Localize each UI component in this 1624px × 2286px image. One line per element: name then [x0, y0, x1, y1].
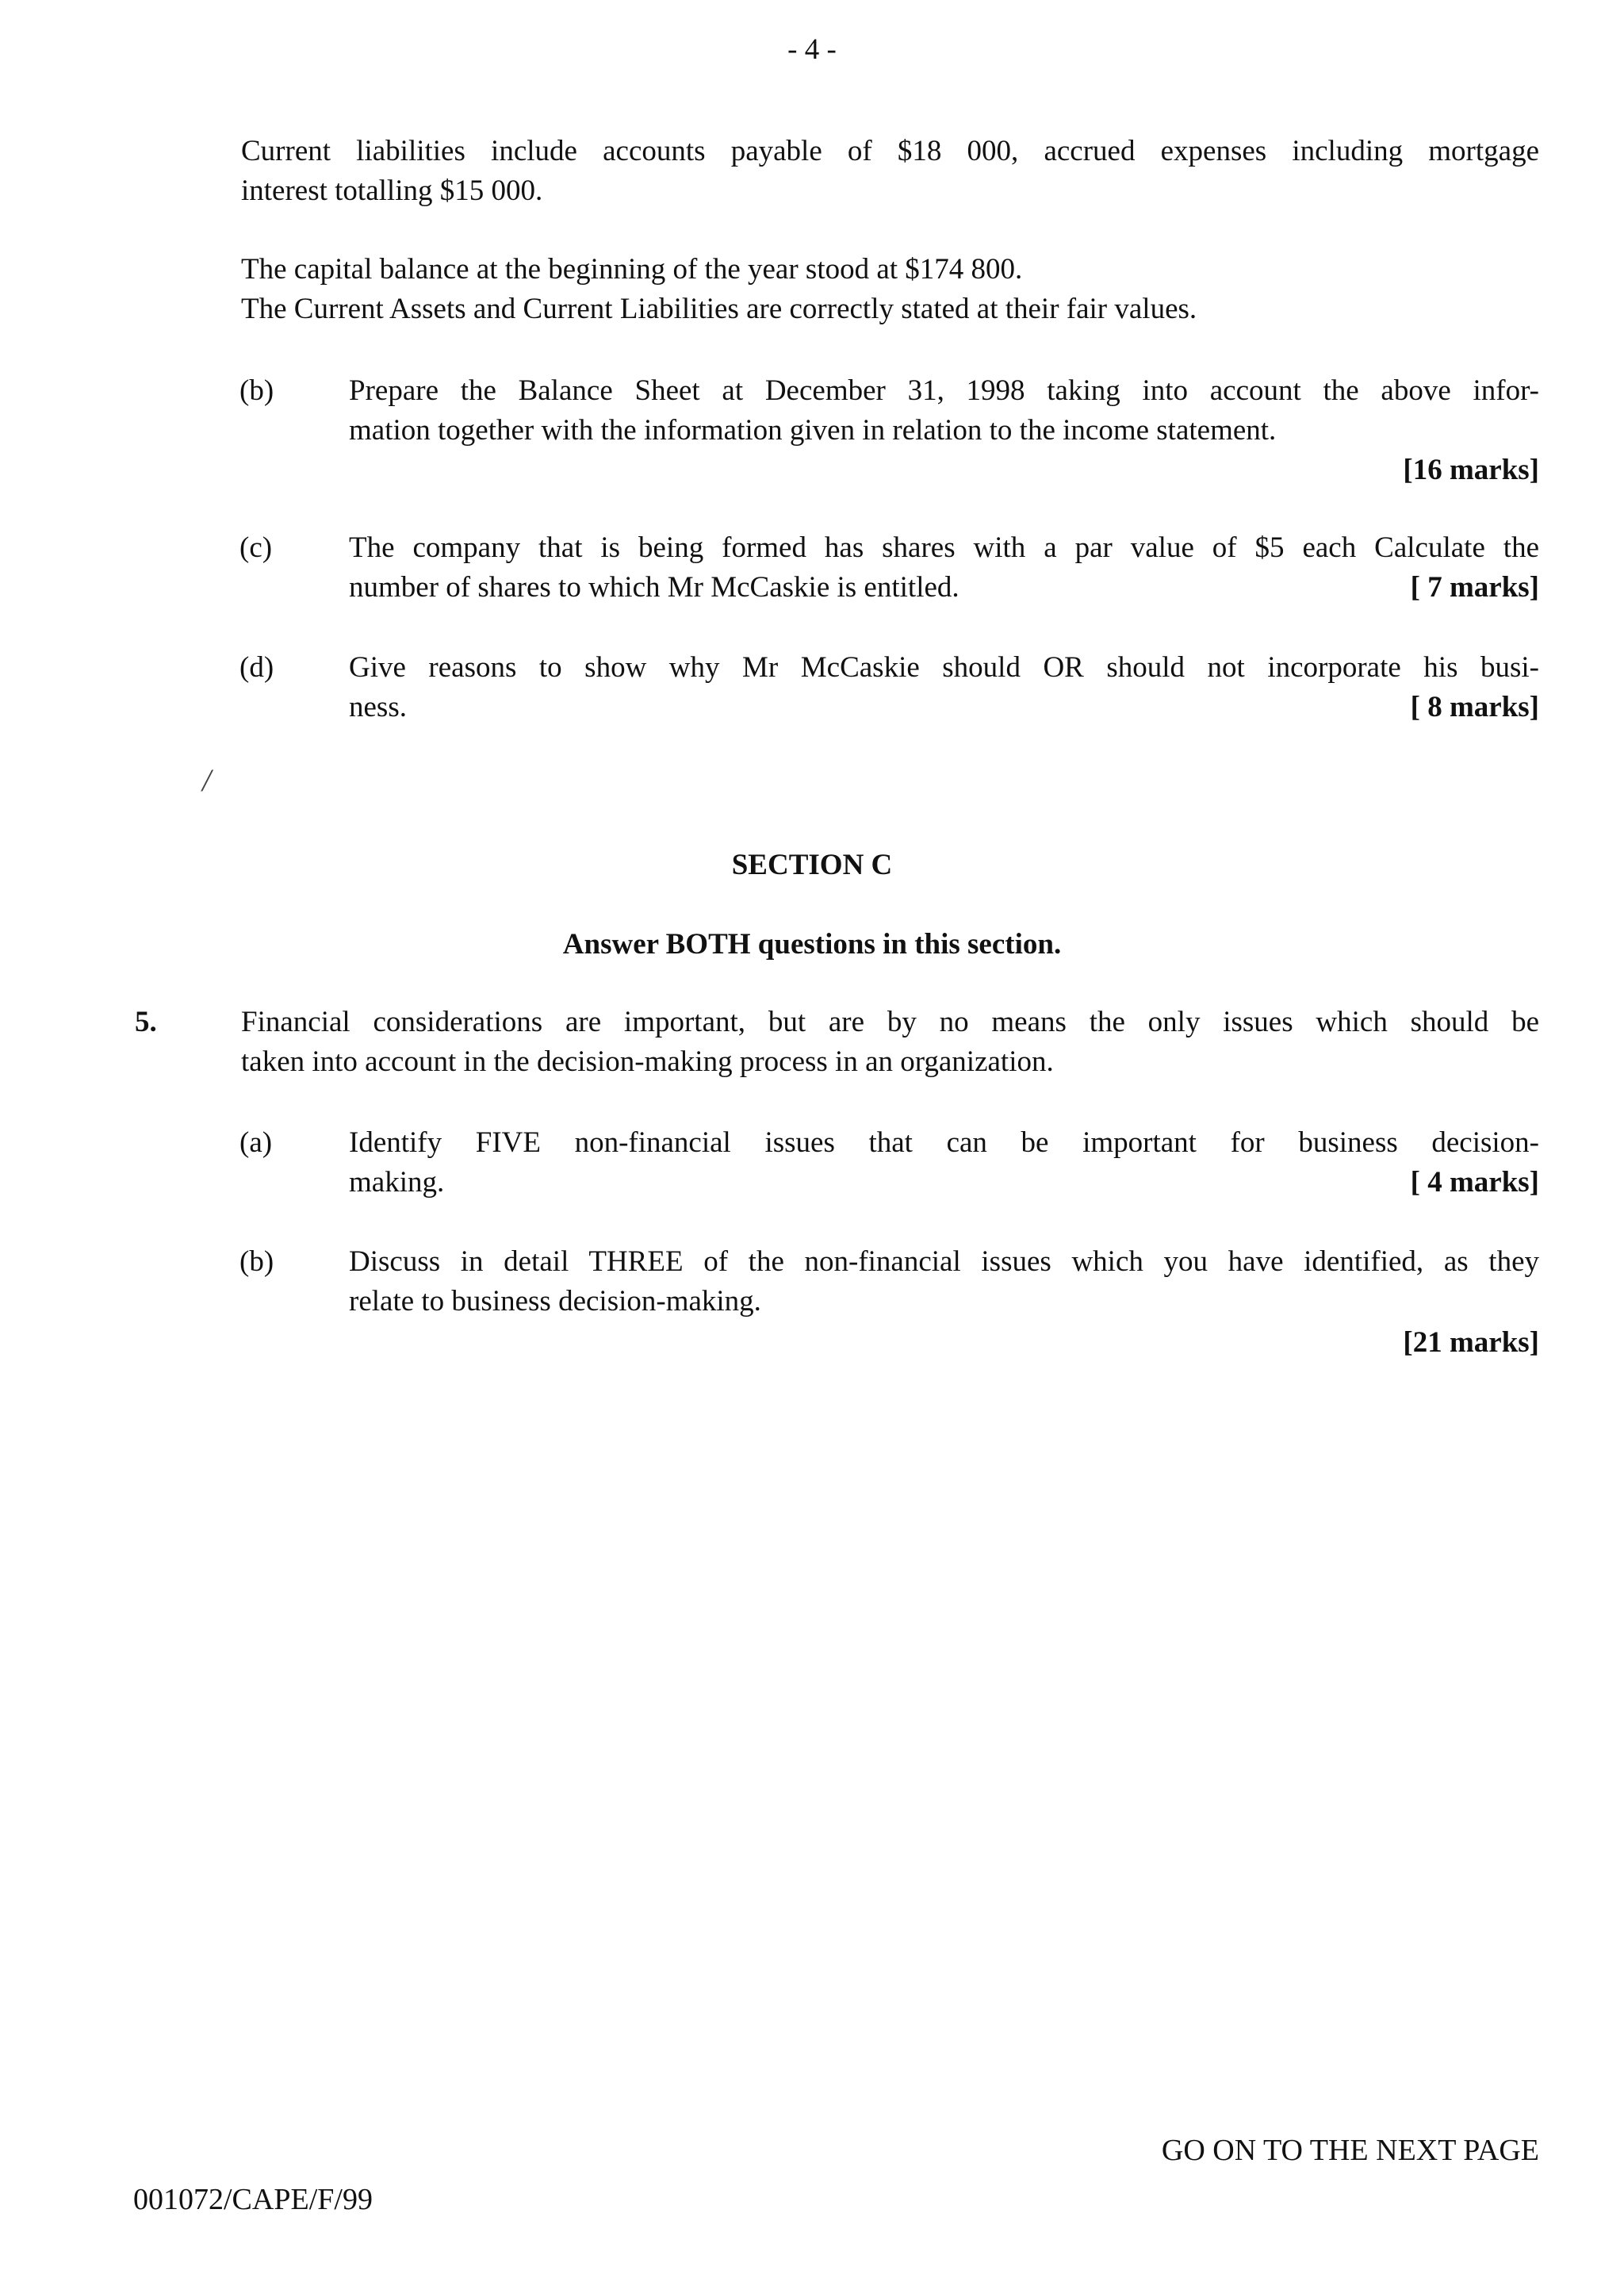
q5-part-b-line-2: relate to business decision-making. — [349, 1285, 761, 1318]
intro-line-1: Current liabilities include accounts payable of $18 000, accrued expenses including mortgage — [241, 135, 1539, 167]
part-d-line-1: Give reasons to show why Mr McCaskie should OR should not incorporate his busi- — [349, 651, 1539, 684]
part-c-label: (c) — [239, 531, 273, 564]
q5-part-a-label: (a) — [239, 1126, 273, 1159]
paper-code: 001072/CAPE/F/99 — [133, 2183, 373, 2216]
section-title: SECTION C — [731, 849, 893, 881]
part-b-line-2: mation together with the information given in relation to the income statement. — [349, 414, 1277, 447]
part-c-line-1: The company that is being formed has shares with a par value of $5 each Calculate the — [349, 531, 1539, 564]
part-b-marks: [16 marks] — [1403, 454, 1539, 486]
question-5-line-1: Financial considerations are important, but are by no means the only issues which should be — [241, 1006, 1539, 1038]
q5-part-b-marks: [21 marks] — [1403, 1326, 1539, 1359]
q5-part-b-line-1: Discuss in detail THREE of the non-financial issues which you have identified, as they — [349, 1245, 1539, 1278]
part-c-line-2: number of shares to which Mr McCaskie is entitled. — [349, 571, 959, 604]
page-number: - 4 - — [787, 33, 837, 66]
part-c-marks: [ 7 marks] — [1410, 571, 1539, 604]
part-d-label: (d) — [239, 651, 274, 684]
q5-part-a-line-2: making. — [349, 1166, 445, 1199]
part-b-label: (b) — [239, 374, 274, 407]
intro-line-4: The Current Assets and Current Liabilities are correctly stated at their fair values. — [241, 293, 1197, 325]
part-d-marks: [ 8 marks] — [1410, 691, 1539, 723]
q5-part-a-line-1: Identify FIVE non-financial issues that can be important for business decision- — [349, 1126, 1539, 1159]
margin-pen-mark: / — [202, 762, 212, 798]
question-5-number: 5. — [135, 1006, 157, 1038]
part-d-line-2: ness. — [349, 691, 407, 723]
q5-part-b-label: (b) — [239, 1245, 274, 1278]
next-page-note: GO ON TO THE NEXT PAGE — [1161, 2134, 1539, 2167]
intro-line-2: interest totalling $15 000. — [241, 175, 543, 207]
part-b-line-1: Prepare the Balance Sheet at December 31, 1998 taking into account the above infor- — [349, 374, 1539, 407]
section-instruction: Answer BOTH questions in this section. — [562, 928, 1062, 961]
intro-line-3: The capital balance at the beginning of the year stood at $174 800. — [241, 253, 1023, 286]
question-5-line-2: taken into account in the decision-making process in an organization. — [241, 1045, 1054, 1078]
q5-part-a-marks: [ 4 marks] — [1410, 1166, 1539, 1199]
